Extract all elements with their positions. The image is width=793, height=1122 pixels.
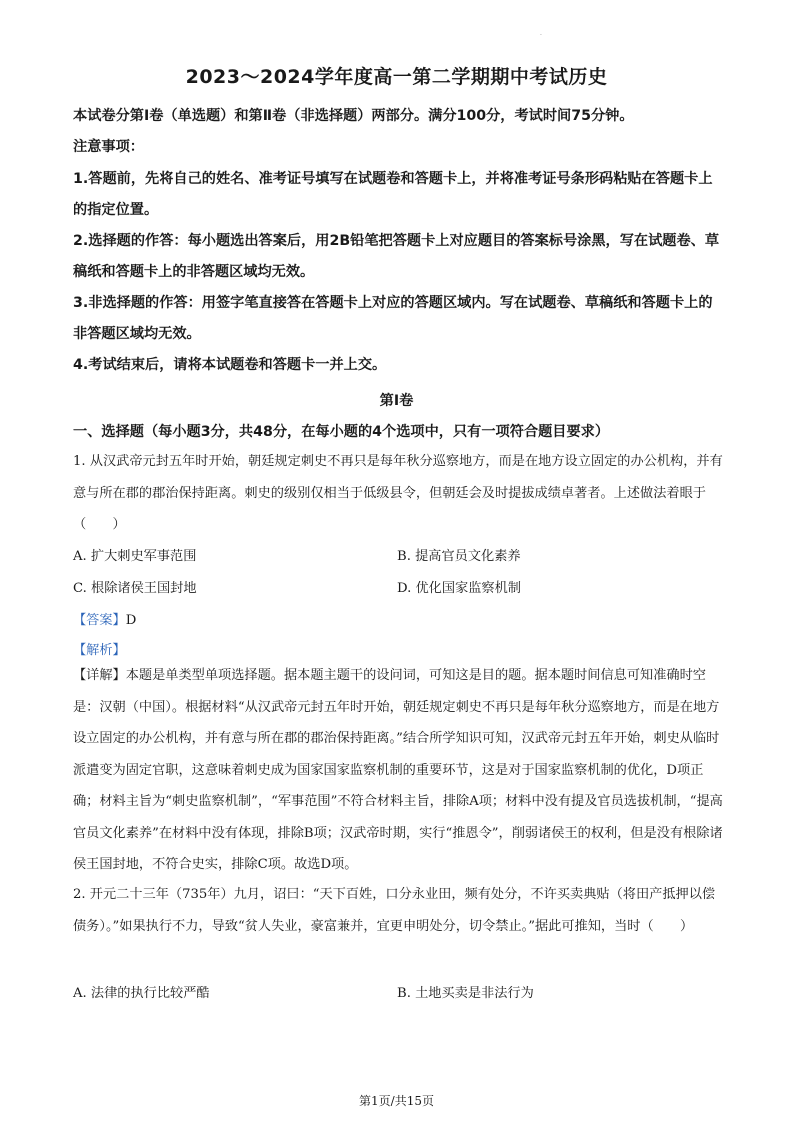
decorative-dot: . xyxy=(540,30,542,37)
note-1: 1.答题前，先将自己的姓名、准考证号填写在试题卷和答题卡上，并将准考证号条形码粘贴在答题卡上的指定位置。 xyxy=(73,171,713,218)
page-number: 第1页/共15页 xyxy=(359,1094,434,1108)
q1-option-c: C. 根除诸侯王国封地 xyxy=(73,581,197,596)
q1-option-d: D. 优化国家监察机制 xyxy=(397,581,521,596)
answer-value: D xyxy=(125,613,137,628)
note-3: 3.非选择题的作答：用签字笔直接答在答题卡上对应的答题区域内。写在试题卷、草稿纸和答题卡上的非答题区域均无效。 xyxy=(73,295,713,342)
question-2-stem: 2. 开元二十三年（735年）九月，诏曰：“天下百姓，口分永业田，频有处分，不许买卖典贴（将田产抵押以偿债务）。”如果执行不力，导致“贫人失业，豪富兼并，宜更申明处分，切令禁止。”据此可推知，当时（ ） xyxy=(73,887,716,934)
section-heading: 一、选择题（每小题3分，共48分，在每小题的4个选项中，只有一项符合题目要求） xyxy=(73,424,610,440)
detail-text: 本题是单类型单项选择题。据本题主题干的设问词，可知这是目的题。据本题时间信息可知准确时空是：汉朝（中国）。根据材料“从汉武帝元封五年时开始，朝廷规定刺史不再只是每年秋分巡察地方，而是在地方设立固定的办公机构，并有意与所在郡的郡治保持距离。”结合所学知识可知，汉武帝元封五年开始，刺史从临时派遣变为固定官职，这意味着刺史成为国家国家监察机制的重要环节，这是对于国家监察机制的优化，D项正确；材料主旨为“刺史监察机制”，“军事范围”不符合材料主旨，排除A项；材料中没有提及官员选拔机制，“提高官员文化素养”在材料中没有体现，排除B项；汉武帝时期，实行“推恩令”，削弱诸侯王的权利，但是没有根除诸侯王国封地，不符合史实，排除C项。故选D项。 xyxy=(73,668,723,872)
page-title: 2023～2024学年度高一第二学期期中考试历史 xyxy=(185,66,608,88)
note-2: 2.选择题的作答：每小题选出答案后，用2B铅笔把答题卡上对应题目的答案标号涂黑，写在试题卷、草稿纸和答题卡上的非答题区域均无效。 xyxy=(73,233,720,280)
detail-tag: 【详解】 xyxy=(73,668,126,683)
notes-title: 注意事项： xyxy=(73,139,144,155)
q2-option-b: B. 土地买卖是非法行为 xyxy=(397,986,534,1001)
note-4: 4.考试结束后，请将本试题卷和答题卡一并上交。 xyxy=(73,357,387,373)
q1-option-b: B. 提高官员文化素养 xyxy=(397,549,521,564)
q2-option-a: A. 法律的执行比较严酷 xyxy=(73,986,210,1001)
volume-label: 第Ⅰ卷 xyxy=(379,393,414,409)
q1-answer xyxy=(73,609,136,628)
question-1-stem: 1. 从汉武帝元封五年时开始，朝廷规定刺史不再只是每年秋分巡察地方，而是在地方设立固定的办公机构，并有意与所在郡的郡治保持距离。刺史的级别仅相当于低级县令，但朝廷会及时提拔成绩卓著者。上述做法着眼于（ ） xyxy=(73,454,723,532)
answer-tag: 【答案】 xyxy=(73,613,126,628)
q1-detail xyxy=(73,660,723,881)
q1-option-a: A. 扩大刺史军事范围 xyxy=(73,549,197,564)
intro-paragraph: 本试卷分第Ⅰ卷（单选题）和第Ⅱ卷（非选择题）两部分。满分100分，考试时间75分钟。 xyxy=(73,108,634,124)
analysis-tag: 【解析】 xyxy=(73,643,126,658)
